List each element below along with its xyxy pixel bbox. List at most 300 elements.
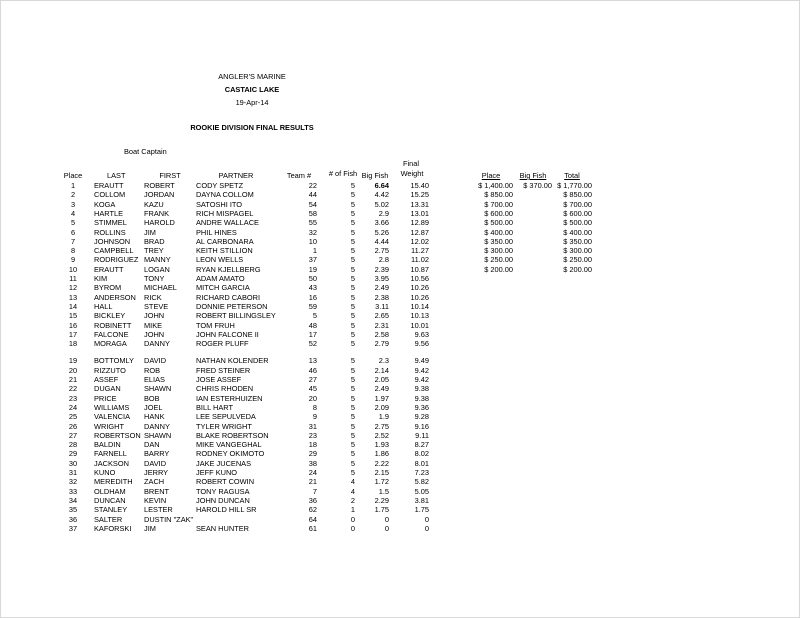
big-fish-cell: 4.42 bbox=[374, 190, 389, 200]
place-cell: 19 bbox=[68, 356, 78, 366]
last-name-cell: DUGAN bbox=[94, 384, 121, 394]
last-name-cell: ROBERTSON bbox=[94, 430, 141, 440]
big-fish-cell: 2.9 bbox=[378, 208, 389, 218]
last-name-cell: JACKSON bbox=[94, 458, 129, 468]
table-row bbox=[0, 468, 800, 477]
table-row bbox=[0, 293, 800, 302]
first-name-cell: STEVE bbox=[144, 301, 169, 311]
place-cell: 22 bbox=[68, 384, 78, 394]
final-weight-cell: 9.36 bbox=[414, 402, 429, 412]
team-number-cell: 20 bbox=[308, 393, 317, 403]
first-name-cell: BOB bbox=[144, 393, 160, 403]
first-name-cell: SHAWN bbox=[144, 384, 172, 394]
fish-count-cell: 2 bbox=[350, 495, 355, 505]
final-weight-cell: 10.26 bbox=[410, 292, 429, 302]
fish-count-cell: 5 bbox=[350, 264, 355, 274]
payout-place-cell: $ 200.00 bbox=[484, 264, 513, 274]
big-fish-cell: 2.75 bbox=[374, 246, 389, 256]
event-date: 19-Apr-14 bbox=[235, 98, 269, 107]
team-number-cell: 50 bbox=[308, 274, 317, 283]
last-name-cell: BALDIN bbox=[94, 440, 121, 450]
final-weight-cell: 9.16 bbox=[414, 421, 429, 431]
partner-cell: RYAN KJELLBERG bbox=[196, 264, 261, 274]
final-weight-cell: 13.01 bbox=[410, 208, 429, 218]
place-cell: 6 bbox=[70, 227, 76, 237]
team-number-cell: 36 bbox=[308, 495, 317, 505]
fish-count-cell: 5 bbox=[350, 468, 355, 477]
last-name-cell: OLDHAM bbox=[94, 486, 126, 496]
fish-count-cell: 5 bbox=[350, 421, 355, 431]
table-row bbox=[0, 330, 800, 339]
partner-cell: RICH MISPAGEL bbox=[196, 208, 254, 218]
final-weight-cell: 3.81 bbox=[414, 495, 429, 505]
place-cell: 3 bbox=[70, 199, 76, 209]
big-fish-cell: 1.75 bbox=[374, 505, 389, 515]
place-cell: 32 bbox=[68, 477, 78, 487]
partner-cell: LEE SEPULVEDA bbox=[196, 412, 256, 422]
place-cell: 36 bbox=[68, 514, 78, 524]
payout-place-cell: $ 350.00 bbox=[484, 236, 513, 246]
partner-cell: ANDRE WALLACE bbox=[196, 218, 259, 228]
last-name-cell: FALCONE bbox=[94, 329, 129, 339]
big-fish-cell: 1.72 bbox=[374, 477, 389, 487]
big-fish-cell: 0 bbox=[384, 514, 389, 524]
team-number-cell: 18 bbox=[308, 440, 317, 450]
partner-cell: BILL HART bbox=[196, 402, 233, 412]
last-name-cell: BYROM bbox=[94, 283, 122, 293]
last-name-cell: ERAUTT bbox=[94, 181, 124, 190]
fish-count-cell: 5 bbox=[350, 181, 355, 190]
payout-total-cell: $ 200.00 bbox=[563, 264, 592, 274]
place-cell: 8 bbox=[70, 246, 76, 256]
table-row bbox=[0, 394, 800, 403]
table-row bbox=[0, 190, 800, 199]
fish-count-cell: 5 bbox=[350, 365, 355, 375]
partner-cell: NATHAN KOLENDER bbox=[196, 356, 269, 366]
last-name-cell: STANLEY bbox=[94, 505, 128, 515]
big-fish-cell: 4.44 bbox=[374, 236, 389, 246]
first-name-cell: JOHN bbox=[144, 311, 165, 321]
last-name-cell: FARNELL bbox=[94, 449, 127, 459]
place-cell: 17 bbox=[68, 329, 78, 339]
big-fish-cell: 1.93 bbox=[374, 440, 389, 450]
payout-total-header: Total bbox=[564, 171, 580, 180]
first-name-cell: JOHN bbox=[144, 329, 165, 339]
payout-place-cell: $ 250.00 bbox=[484, 255, 513, 265]
team-number-cell: 1 bbox=[312, 246, 317, 256]
team-number-cell: 31 bbox=[308, 421, 317, 431]
table-row bbox=[0, 384, 800, 393]
big-fish-cell: 1.97 bbox=[374, 393, 389, 403]
last-name-cell: JOHNSON bbox=[94, 236, 131, 246]
fish-count-cell: 0 bbox=[350, 523, 355, 533]
team-number-cell: 27 bbox=[308, 375, 317, 384]
partner-cell: RODNEY OKIMOTO bbox=[196, 449, 265, 459]
first-name-cell: KAZU bbox=[144, 199, 164, 209]
fish-count-cell: 5 bbox=[350, 393, 355, 403]
final-weight-cell: 11.02 bbox=[411, 255, 429, 265]
partner-header: PARTNER bbox=[218, 171, 254, 180]
fish-count-cell: 5 bbox=[350, 301, 355, 311]
place-cell: 21 bbox=[68, 375, 78, 384]
final-weight-cell: 8.27 bbox=[414, 440, 429, 450]
partner-cell: TONY RAGUSA bbox=[196, 486, 250, 496]
first-name-cell: FRANK bbox=[144, 208, 170, 218]
partner-cell: AL CARBONARA bbox=[196, 236, 254, 246]
place-cell: 25 bbox=[68, 412, 78, 422]
payout-total-cell: $ 500.00 bbox=[563, 218, 592, 228]
last-name-cell: RIZZUTO bbox=[94, 365, 126, 375]
big-fish-cell: 3.11 bbox=[375, 301, 389, 311]
table-row bbox=[0, 237, 800, 246]
partner-cell: TOM FRUH bbox=[196, 320, 235, 330]
first-name-cell: JERRY bbox=[144, 468, 169, 477]
final-weight-cell: 9.38 bbox=[414, 393, 429, 403]
place-cell: 7 bbox=[70, 236, 76, 246]
final-weight-cell: 5.05 bbox=[414, 486, 429, 496]
payout-total-cell: $ 300.00 bbox=[563, 246, 592, 256]
final-weight-cell: 10.87 bbox=[410, 264, 429, 274]
payout-total-cell: $ 700.00 bbox=[563, 199, 592, 209]
partner-cell: LEON WELLS bbox=[196, 255, 244, 265]
fish-count-cell: 5 bbox=[350, 274, 355, 283]
final-weight-cell: 10.14 bbox=[410, 301, 429, 311]
fish-count-cell: 5 bbox=[350, 292, 355, 302]
table-row bbox=[0, 283, 800, 292]
final-weight-cell: 11.27 bbox=[411, 246, 429, 256]
payout-place-cell: $ 500.00 bbox=[484, 218, 513, 228]
table-row bbox=[0, 356, 800, 365]
big-fish-cell: 2.22 bbox=[374, 458, 389, 468]
final-weight-cell: 7.23 bbox=[414, 468, 429, 477]
last-name-cell: MEREDITH bbox=[94, 477, 133, 487]
first-name-cell: DANNY bbox=[144, 421, 170, 431]
table-row bbox=[0, 181, 800, 190]
big-fish-cell: 2.39 bbox=[374, 264, 389, 274]
first-header: FIRST bbox=[159, 171, 181, 180]
final-weight-cell: 10.01 bbox=[410, 320, 429, 330]
last-name-cell: STIMMEL bbox=[94, 218, 127, 228]
place-cell: 24 bbox=[68, 402, 78, 412]
last-name-cell: SALTER bbox=[94, 514, 123, 524]
fish-count-cell: 5 bbox=[350, 412, 355, 422]
fish-count-cell: 5 bbox=[350, 329, 355, 339]
big-fish-cell: 2.15 bbox=[374, 468, 389, 477]
payout-place-cell: $ 300.00 bbox=[484, 246, 513, 256]
last-name-cell: HALL bbox=[94, 301, 113, 311]
table-row bbox=[0, 403, 800, 412]
payout-total-cell: $ 600.00 bbox=[563, 208, 592, 218]
last-name-cell: KAFORSKI bbox=[94, 523, 132, 533]
team-number-cell: 24 bbox=[308, 468, 317, 477]
table-row bbox=[0, 449, 800, 458]
partner-cell: FRED STEINER bbox=[196, 365, 251, 375]
place-cell: 11 bbox=[69, 274, 77, 283]
payout-place-cell: $ 850.00 bbox=[484, 190, 513, 200]
team-number-cell: 62 bbox=[308, 505, 317, 515]
last-name-cell: KIM bbox=[94, 274, 108, 283]
last-name-cell: DUNCAN bbox=[94, 495, 126, 505]
first-name-cell: TREY bbox=[144, 246, 164, 256]
big-fish-cell: 6.64 bbox=[374, 181, 389, 190]
big-fish-cell: 2.3 bbox=[378, 356, 389, 366]
table-row bbox=[0, 440, 800, 449]
table-row bbox=[0, 274, 800, 283]
last-name-cell: ROBINETT bbox=[94, 320, 132, 330]
final-weight-cell: 10.56 bbox=[410, 274, 429, 283]
fish-count-cell: 0 bbox=[350, 514, 355, 524]
last-name-cell: COLLOM bbox=[94, 190, 126, 200]
first-name-cell: RICK bbox=[144, 292, 162, 302]
final-weight-cell: 9.42 bbox=[414, 375, 429, 384]
payout-place-cell: $ 1,400.00 bbox=[478, 181, 513, 190]
first-name-cell: HAROLD bbox=[144, 218, 175, 228]
first-name-cell: MIKE bbox=[144, 320, 163, 330]
place-cell: 9 bbox=[70, 255, 76, 265]
partner-cell: KEITH STILLION bbox=[196, 246, 253, 256]
team-header: Team # bbox=[286, 171, 312, 180]
big-fish-cell: 1.5 bbox=[378, 486, 389, 496]
team-number-cell: 64 bbox=[308, 514, 317, 524]
fish-count-cell: 5 bbox=[350, 356, 355, 366]
partner-cell: SATOSHI ITO bbox=[196, 199, 242, 209]
team-number-cell: 7 bbox=[312, 486, 317, 496]
final-weight-cell: 9.63 bbox=[414, 329, 429, 339]
place-cell: 28 bbox=[68, 440, 78, 450]
payout-place-header: Place bbox=[481, 171, 501, 180]
team-number-cell: 19 bbox=[308, 264, 317, 274]
table-row bbox=[0, 246, 800, 255]
company-name: ANGLER'S MARINE bbox=[218, 72, 286, 81]
final-weight-cell: 5.82 bbox=[414, 477, 429, 487]
place-header: Place bbox=[63, 171, 83, 180]
partner-cell: TYLER WRIGHT bbox=[196, 421, 252, 431]
team-number-cell: 52 bbox=[308, 339, 317, 349]
payout-total-cell: $ 1,770.00 bbox=[557, 181, 592, 190]
boat-captain-label: Boat Captain bbox=[124, 147, 167, 156]
team-number-cell: 13 bbox=[308, 356, 317, 366]
final-weight-cell: 9.49 bbox=[414, 356, 429, 366]
team-number-cell: 46 bbox=[308, 365, 317, 375]
big-fish-header: Big Fish bbox=[361, 171, 389, 180]
final-weight-cell: 10.13 bbox=[410, 311, 429, 321]
team-number-cell: 58 bbox=[308, 208, 317, 218]
final-weight-cell: 9.42 bbox=[414, 365, 429, 375]
big-fish-cell: 0 bbox=[384, 523, 389, 533]
table-row bbox=[0, 422, 800, 431]
table-row bbox=[0, 302, 800, 311]
last-name-cell: WRIGHT bbox=[94, 421, 124, 431]
partner-cell: JAKE JUCENAS bbox=[196, 458, 252, 468]
place-cell: 26 bbox=[68, 421, 78, 431]
first-name-cell: MICHAEL bbox=[144, 283, 177, 293]
fish-count-cell: 5 bbox=[350, 384, 355, 394]
first-name-cell: SHAWN bbox=[144, 430, 172, 440]
fish-count-cell: 5 bbox=[350, 199, 355, 209]
big-fish-cell: 2.75 bbox=[374, 421, 389, 431]
final-weight-cell: 9.11 bbox=[415, 430, 429, 440]
team-number-cell: 16 bbox=[308, 292, 317, 302]
partner-cell: CODY SPETZ bbox=[196, 181, 244, 190]
fish-count-cell: 5 bbox=[350, 402, 355, 412]
payout-total-cell: $ 250.00 bbox=[563, 255, 592, 265]
first-name-cell: DAVID bbox=[144, 356, 167, 366]
place-cell: 35 bbox=[68, 505, 78, 515]
place-cell: 10 bbox=[68, 264, 78, 274]
first-name-cell: LESTER bbox=[144, 505, 173, 515]
last-name-cell: KOGA bbox=[94, 199, 116, 209]
first-name-cell: DUSTIN "ZAK" bbox=[144, 514, 194, 524]
final-weight-cell: 9.38 bbox=[414, 384, 429, 394]
table-row bbox=[0, 218, 800, 227]
last-name-cell: HARTLE bbox=[94, 208, 124, 218]
table-row bbox=[0, 311, 800, 320]
table-row bbox=[0, 255, 800, 264]
partner-cell: SEAN HUNTER bbox=[196, 523, 249, 533]
fish-count-cell: 5 bbox=[350, 218, 355, 228]
final-weight-cell: 0 bbox=[424, 523, 429, 533]
place-cell: 2 bbox=[70, 190, 76, 200]
place-cell: 33 bbox=[68, 486, 78, 496]
first-name-cell: KEVIN bbox=[144, 495, 167, 505]
partner-cell: CHRIS RHODEN bbox=[196, 384, 254, 394]
last-name-cell: ERAUTT bbox=[94, 264, 124, 274]
last-name-cell: ASSEF bbox=[94, 375, 119, 384]
big-fish-cell: 2.8 bbox=[378, 255, 389, 265]
partner-cell: BLAKE ROBERTSON bbox=[196, 430, 269, 440]
first-name-cell: BRAD bbox=[144, 236, 165, 246]
last-name-cell: PRICE bbox=[94, 393, 117, 403]
final-weight-cell: 12.87 bbox=[410, 227, 429, 237]
place-cell: 23 bbox=[68, 393, 78, 403]
place-cell: 14 bbox=[68, 301, 78, 311]
final-weight-cell: 13.31 bbox=[410, 199, 429, 209]
partner-cell: MIKE VANGEGHAL bbox=[196, 440, 262, 450]
first-name-cell: MANNY bbox=[144, 255, 171, 265]
place-cell: 27 bbox=[68, 430, 78, 440]
table-row bbox=[0, 431, 800, 440]
first-name-cell: DAVID bbox=[144, 458, 167, 468]
table-row bbox=[0, 459, 800, 468]
big-fish-cell: 1.86 bbox=[374, 449, 389, 459]
payout-big-fish-header: Big Fish bbox=[519, 171, 547, 180]
first-name-cell: HANK bbox=[144, 412, 165, 422]
team-number-cell: 54 bbox=[308, 199, 317, 209]
final-weight-cell: 0 bbox=[424, 514, 429, 524]
table-row bbox=[0, 412, 800, 421]
first-name-cell: ROB bbox=[144, 365, 161, 375]
payout-total-cell: $ 350.00 bbox=[563, 236, 592, 246]
table-row bbox=[0, 524, 800, 533]
division-title: ROOKIE DIVISION FINAL RESULTS bbox=[190, 123, 314, 132]
partner-cell: DAYNA COLLOM bbox=[196, 190, 254, 200]
big-fish-cell: 2.05 bbox=[374, 375, 389, 384]
fish-count-cell: 5 bbox=[350, 283, 355, 293]
place-cell: 34 bbox=[68, 495, 78, 505]
big-fish-cell: 2.29 bbox=[374, 495, 389, 505]
big-fish-cell: 3.66 bbox=[374, 218, 389, 228]
place-cell: 31 bbox=[68, 468, 78, 477]
place-cell: 12 bbox=[68, 283, 78, 293]
big-fish-cell: 1.9 bbox=[378, 412, 389, 422]
table-row bbox=[0, 477, 800, 486]
fish-count-cell: 5 bbox=[350, 320, 355, 330]
first-name-cell: DAN bbox=[144, 440, 160, 450]
place-cell: 1 bbox=[70, 181, 76, 190]
place-cell: 16 bbox=[68, 320, 78, 330]
table-row bbox=[0, 321, 800, 330]
place-cell: 13 bbox=[68, 292, 78, 302]
final-weight-cell: 15.25 bbox=[410, 190, 429, 200]
partner-cell: RICHARD CABORI bbox=[196, 292, 261, 302]
final-weight-cell: 8.02 bbox=[414, 449, 429, 459]
fish-count-cell: 4 bbox=[350, 486, 355, 496]
last-header: LAST bbox=[107, 171, 126, 180]
place-cell: 30 bbox=[68, 458, 78, 468]
last-name-cell: RODRIGUEZ bbox=[94, 255, 139, 265]
team-number-cell: 45 bbox=[308, 384, 317, 394]
final-weight-cell: 10.26 bbox=[410, 283, 429, 293]
final-weight-cell: 15.40 bbox=[410, 181, 429, 190]
place-cell: 20 bbox=[68, 365, 78, 375]
last-name-cell: CAMPBELL bbox=[94, 246, 134, 256]
last-name-cell: BOTTOMLY bbox=[94, 356, 134, 366]
final-weight-header-line2: Weight bbox=[400, 169, 424, 178]
table-row bbox=[0, 375, 800, 384]
big-fish-cell: 2.49 bbox=[374, 384, 389, 394]
team-number-cell: 29 bbox=[308, 449, 317, 459]
fish-count-cell: 5 bbox=[350, 190, 355, 200]
fish-count-cell: 5 bbox=[350, 440, 355, 450]
fish-count-cell: 5 bbox=[350, 236, 355, 246]
place-cell: 5 bbox=[70, 218, 76, 228]
first-name-cell: JOEL bbox=[144, 402, 163, 412]
team-number-cell: 17 bbox=[308, 329, 317, 339]
big-fish-cell: 2.49 bbox=[374, 283, 389, 293]
fish-count-cell: 5 bbox=[350, 311, 355, 321]
team-number-cell: 5 bbox=[312, 311, 317, 321]
final-weight-cell: 12.89 bbox=[410, 218, 429, 228]
final-weight-cell: 9.28 bbox=[414, 412, 429, 422]
first-name-cell: BRENT bbox=[144, 486, 170, 496]
fish-count-cell: 5 bbox=[350, 246, 355, 256]
partner-cell: ROBERT COWIN bbox=[196, 477, 255, 487]
table-row bbox=[0, 505, 800, 514]
first-name-cell: LOGAN bbox=[144, 264, 170, 274]
final-weight-cell: 8.01 bbox=[414, 458, 429, 468]
table-row bbox=[0, 366, 800, 375]
final-weight-header-line1: Final bbox=[402, 159, 420, 168]
team-number-cell: 22 bbox=[308, 181, 317, 190]
fish-count-cell: 1 bbox=[350, 505, 355, 515]
big-fish-cell: 2.09 bbox=[374, 402, 389, 412]
payout-total-cell: $ 850.00 bbox=[563, 190, 592, 200]
fish-count-header: # of Fish bbox=[328, 169, 358, 178]
fish-count-cell: 5 bbox=[350, 255, 355, 265]
payout-place-cell: $ 600.00 bbox=[484, 208, 513, 218]
final-weight-cell: 1.75 bbox=[414, 505, 429, 515]
table-row bbox=[0, 209, 800, 218]
fish-count-cell: 5 bbox=[350, 227, 355, 237]
fish-count-cell: 4 bbox=[350, 477, 355, 487]
partner-cell: ROGER PLUFF bbox=[196, 339, 249, 349]
last-name-cell: ROLLINS bbox=[94, 227, 126, 237]
big-fish-cell: 3.95 bbox=[374, 274, 389, 283]
first-name-cell: DANNY bbox=[144, 339, 170, 349]
team-number-cell: 9 bbox=[312, 412, 317, 422]
first-name-cell: ROBERT bbox=[144, 181, 175, 190]
fish-count-cell: 5 bbox=[350, 458, 355, 468]
